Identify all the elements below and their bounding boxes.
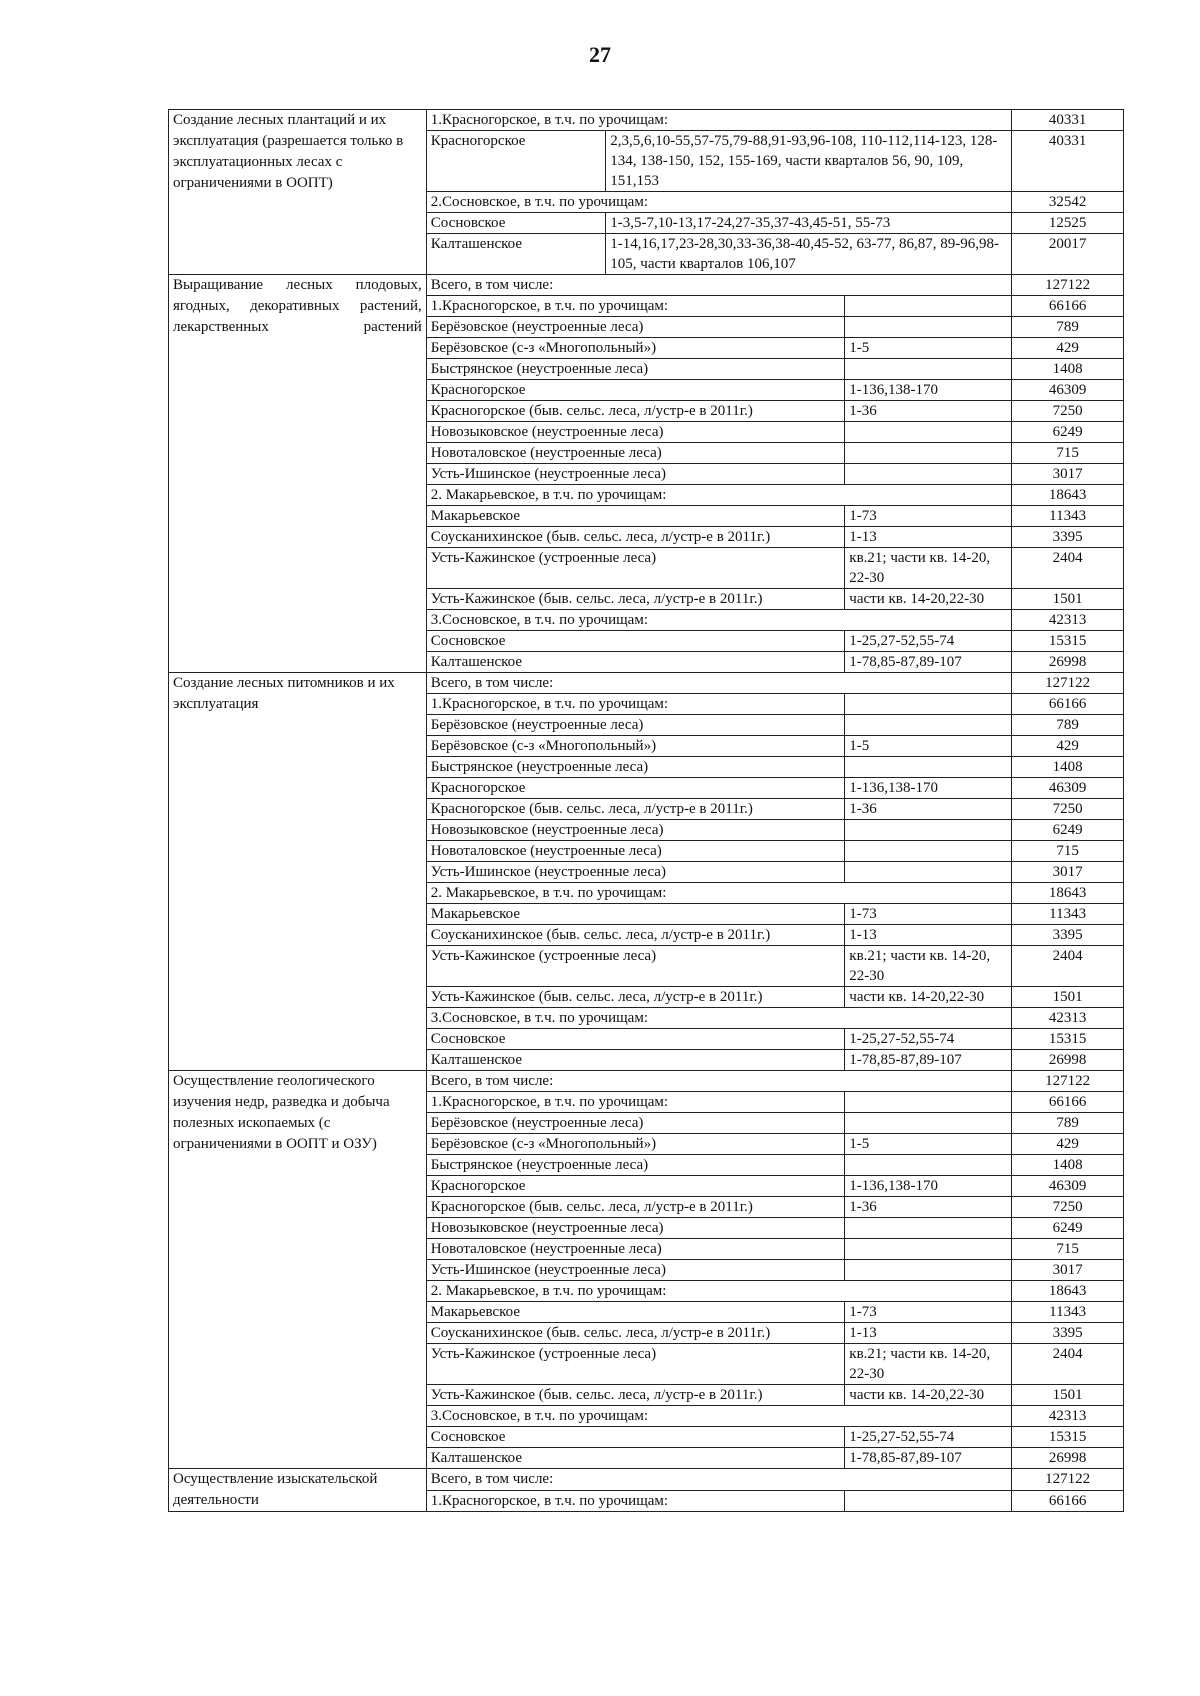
area-value-cell: 11343 bbox=[1012, 1302, 1124, 1323]
tract-name-cell: Красногорское bbox=[426, 131, 606, 192]
tract-name-cell: Макарьевское bbox=[426, 1302, 845, 1323]
tract-name-cell: Быстрянское (неустроенные леса) bbox=[426, 1155, 845, 1176]
area-value-cell: 46309 bbox=[1012, 778, 1124, 799]
quarters-cell: 1-13 bbox=[845, 527, 1012, 548]
forestry-subtotal-cell: 2. Макарьевское, в т.ч. по урочищам: bbox=[426, 883, 1012, 904]
tract-name-cell: Усть-Кажинское (быв. сельс. леса, л/устр-е в 2011г.) bbox=[426, 589, 845, 610]
area-value-cell: 15315 bbox=[1012, 1427, 1124, 1448]
area-value-cell: 66166 bbox=[1012, 296, 1124, 317]
quarters-cell: 1-78,85-87,89-107 bbox=[845, 652, 1012, 673]
forestry-subtotal-cell: 1.Красногорское, в т.ч. по урочищам: bbox=[426, 110, 1012, 131]
quarters-cell: 1-14,16,17,23-28,30,33-36,38-40,45-52, 63-77, 86,87, 89-96,98-105, части кварталов 106,107 bbox=[606, 234, 1012, 275]
tract-name-cell: Новоталовское (неустроенные леса) bbox=[426, 1239, 845, 1260]
area-value-cell: 7250 bbox=[1012, 401, 1124, 422]
quarters-cell bbox=[845, 296, 1012, 317]
tract-name-cell: Красногорское (быв. сельс. леса, л/устр-е в 2011г.) bbox=[426, 1197, 845, 1218]
forest-use-table bbox=[168, 109, 1124, 1512]
tract-name-cell: Усть-Кажинское (быв. сельс. леса, л/устр-е в 2011г.) bbox=[426, 987, 845, 1008]
area-value-cell: 42313 bbox=[1012, 1406, 1124, 1427]
area-value-cell: 66166 bbox=[1012, 1490, 1124, 1512]
area-value-cell: 66166 bbox=[1012, 694, 1124, 715]
area-value-cell: 789 bbox=[1012, 1113, 1124, 1134]
forestry-subtotal-cell: Всего, в том числе: bbox=[426, 1469, 1012, 1491]
quarters-cell: части кв. 14-20,22-30 bbox=[845, 1385, 1012, 1406]
quarters-cell: 1-78,85-87,89-107 bbox=[845, 1448, 1012, 1469]
area-value-cell: 3395 bbox=[1012, 1323, 1124, 1344]
forestry-subtotal-cell: Всего, в том числе: bbox=[426, 275, 1012, 296]
quarters-cell bbox=[845, 841, 1012, 862]
area-value-cell: 26998 bbox=[1012, 1448, 1124, 1469]
quarters-cell bbox=[845, 359, 1012, 380]
tract-name-cell: Калташенское bbox=[426, 652, 845, 673]
area-value-cell: 42313 bbox=[1012, 610, 1124, 631]
table-row bbox=[169, 275, 1124, 296]
quarters-cell: 1-13 bbox=[845, 925, 1012, 946]
tract-name-cell: Новоталовское (неустроенные леса) bbox=[426, 443, 845, 464]
tract-name-cell: Берёзовское (с-з «Многопольный») bbox=[426, 1134, 845, 1155]
area-value-cell: 15315 bbox=[1012, 631, 1124, 652]
area-value-cell: 1408 bbox=[1012, 757, 1124, 778]
tract-name-cell: Красногорское (быв. сельс. леса, л/устр-е в 2011г.) bbox=[426, 401, 845, 422]
area-value-cell: 42313 bbox=[1012, 1008, 1124, 1029]
area-value-cell: 18643 bbox=[1012, 1281, 1124, 1302]
area-value-cell: 715 bbox=[1012, 841, 1124, 862]
category-cell: Создание лесных питомников и их эксплуатация bbox=[169, 673, 427, 1071]
quarters-cell: кв.21; части кв. 14-20, 22-30 bbox=[845, 1344, 1012, 1385]
quarters-cell: 1-5 bbox=[845, 736, 1012, 757]
area-value-cell: 2404 bbox=[1012, 1344, 1124, 1385]
forestry-subtotal-cell: Всего, в том числе: bbox=[426, 673, 1012, 694]
quarters-cell bbox=[845, 464, 1012, 485]
area-value-cell: 1408 bbox=[1012, 1155, 1124, 1176]
quarters-cell: части кв. 14-20,22-30 bbox=[845, 589, 1012, 610]
quarters-cell: 1-78,85-87,89-107 bbox=[845, 1050, 1012, 1071]
area-value-cell: 12525 bbox=[1012, 213, 1124, 234]
area-value-cell: 715 bbox=[1012, 443, 1124, 464]
quarters-cell: 1-25,27-52,55-74 bbox=[845, 1427, 1012, 1448]
area-value-cell: 127122 bbox=[1012, 1469, 1124, 1491]
area-value-cell: 6249 bbox=[1012, 422, 1124, 443]
tract-name-cell: Сосновское bbox=[426, 1029, 845, 1050]
tract-name-cell: Новозыковское (неустроенные леса) bbox=[426, 422, 845, 443]
category-cell: Осуществление геологического изучения недр, разведка и добыча полезных ископаемых (с ограничениями в ООПТ и ОЗУ) bbox=[169, 1071, 427, 1469]
table-row bbox=[169, 673, 1124, 694]
area-value-cell: 3017 bbox=[1012, 1260, 1124, 1281]
tract-name-cell: Берёзовское (неустроенные леса) bbox=[426, 1113, 845, 1134]
quarters-cell: 2,3,5,6,10-55,57-75,79-88,91-93,96-108, 110-112,114-123, 128-134, 138-150, 152, 155-169, части кварталов 56, 90, 109, 151,153 bbox=[606, 131, 1012, 192]
quarters-cell: 1-36 bbox=[845, 1197, 1012, 1218]
tract-name-cell: Берёзовское (неустроенные леса) bbox=[426, 715, 845, 736]
area-value-cell: 3017 bbox=[1012, 862, 1124, 883]
area-value-cell: 127122 bbox=[1012, 673, 1124, 694]
area-value-cell: 429 bbox=[1012, 736, 1124, 757]
tract-name-cell: Усть-Ишинское (неустроенные леса) bbox=[426, 1260, 845, 1281]
tract-name-cell: Усть-Кажинское (устроенные леса) bbox=[426, 548, 845, 589]
area-value-cell: 429 bbox=[1012, 1134, 1124, 1155]
tract-name-cell: Сосновское bbox=[426, 1427, 845, 1448]
quarters-cell: 1-73 bbox=[845, 1302, 1012, 1323]
area-value-cell: 2404 bbox=[1012, 946, 1124, 987]
area-value-cell: 15315 bbox=[1012, 1029, 1124, 1050]
quarters-cell: кв.21; части кв. 14-20, 22-30 bbox=[845, 548, 1012, 589]
forestry-subtotal-cell: 3.Сосновское, в т.ч. по урочищам: bbox=[426, 1406, 1012, 1427]
quarters-cell bbox=[845, 317, 1012, 338]
area-value-cell: 1408 bbox=[1012, 359, 1124, 380]
tract-name-cell: Новозыковское (неустроенные леса) bbox=[426, 820, 845, 841]
quarters-cell bbox=[845, 1239, 1012, 1260]
tract-name-cell: Берёзовское (неустроенные леса) bbox=[426, 317, 845, 338]
tract-name-cell: Красногорское (быв. сельс. леса, л/устр-е в 2011г.) bbox=[426, 799, 845, 820]
quarters-cell: 1-73 bbox=[845, 904, 1012, 925]
area-value-cell: 20017 bbox=[1012, 234, 1124, 275]
forestry-subtotal-cell: 2.Сосновское, в т.ч. по урочищам: bbox=[426, 192, 1012, 213]
tract-name-cell: Соусканихинское (быв. сельс. леса, л/устр-е в 2011г.) bbox=[426, 527, 845, 548]
forestry-subtotal-cell: 3.Сосновское, в т.ч. по урочищам: bbox=[426, 1008, 1012, 1029]
table-row bbox=[169, 1071, 1124, 1092]
quarters-cell: кв.21; части кв. 14-20, 22-30 bbox=[845, 946, 1012, 987]
quarters-cell bbox=[845, 715, 1012, 736]
area-value-cell: 1501 bbox=[1012, 589, 1124, 610]
tract-name-cell: Усть-Кажинское (устроенные леса) bbox=[426, 1344, 845, 1385]
quarters-cell: 1-73 bbox=[845, 506, 1012, 527]
tract-name-cell: Берёзовское (с-з «Многопольный») bbox=[426, 338, 845, 359]
quarters-cell bbox=[845, 1260, 1012, 1281]
quarters-cell bbox=[845, 422, 1012, 443]
page-number: 27 bbox=[589, 42, 611, 67]
tract-name-cell: Сосновское bbox=[426, 631, 845, 652]
area-value-cell: 40331 bbox=[1012, 110, 1124, 131]
quarters-cell bbox=[845, 820, 1012, 841]
forestry-subtotal-cell: Всего, в том числе: bbox=[426, 1071, 1012, 1092]
quarters-cell bbox=[845, 1155, 1012, 1176]
area-value-cell: 26998 bbox=[1012, 1050, 1124, 1071]
area-value-cell: 3017 bbox=[1012, 464, 1124, 485]
quarters-cell: 1-136,138-170 bbox=[845, 778, 1012, 799]
quarters-cell: 1-25,27-52,55-74 bbox=[845, 1029, 1012, 1050]
tract-name-cell: Усть-Кажинское (быв. сельс. леса, л/устр-е в 2011г.) bbox=[426, 1385, 845, 1406]
quarters-cell: 1-36 bbox=[845, 401, 1012, 422]
area-value-cell: 1501 bbox=[1012, 987, 1124, 1008]
tract-name-cell: Сосновское bbox=[426, 213, 606, 234]
area-value-cell: 46309 bbox=[1012, 380, 1124, 401]
tract-name-cell: Новозыковское (неустроенные леса) bbox=[426, 1218, 845, 1239]
forestry-subtotal-cell: 2. Макарьевское, в т.ч. по урочищам: bbox=[426, 485, 1012, 506]
quarters-cell bbox=[845, 694, 1012, 715]
area-value-cell: 18643 bbox=[1012, 485, 1124, 506]
tract-name-cell: Макарьевское bbox=[426, 904, 845, 925]
quarters-cell bbox=[845, 1092, 1012, 1113]
tract-name-cell: Красногорское bbox=[426, 778, 845, 799]
tract-name-cell: Берёзовское (с-з «Многопольный») bbox=[426, 736, 845, 757]
quarters-cell: 1-5 bbox=[845, 338, 1012, 359]
area-value-cell: 32542 bbox=[1012, 192, 1124, 213]
quarters-cell: 1-25,27-52,55-74 bbox=[845, 631, 1012, 652]
area-value-cell: 715 bbox=[1012, 1239, 1124, 1260]
tract-name-cell: 1.Красногорское, в т.ч. по урочищам: bbox=[426, 296, 845, 317]
tract-name-cell: Калташенское bbox=[426, 234, 606, 275]
quarters-cell bbox=[845, 862, 1012, 883]
area-value-cell: 3395 bbox=[1012, 527, 1124, 548]
quarters-cell: 1-136,138-170 bbox=[845, 380, 1012, 401]
area-value-cell: 429 bbox=[1012, 338, 1124, 359]
quarters-cell: части кв. 14-20,22-30 bbox=[845, 987, 1012, 1008]
area-value-cell: 127122 bbox=[1012, 1071, 1124, 1092]
area-value-cell: 11343 bbox=[1012, 904, 1124, 925]
table-row bbox=[169, 1469, 1124, 1491]
quarters-cell bbox=[845, 1113, 1012, 1134]
quarters-cell: 1-136,138-170 bbox=[845, 1176, 1012, 1197]
tract-name-cell: Усть-Кажинское (устроенные леса) bbox=[426, 946, 845, 987]
tract-name-cell: 1.Красногорское, в т.ч. по урочищам: bbox=[426, 1490, 845, 1512]
category-cell: Выращивание лесных плодовых, ягодных, декоративных растений, лекарственных растений bbox=[169, 275, 427, 673]
forestry-subtotal-cell: 3.Сосновское, в т.ч. по урочищам: bbox=[426, 610, 1012, 631]
quarters-cell: 1-5 bbox=[845, 1134, 1012, 1155]
tract-name-cell: Соусканихинское (быв. сельс. леса, л/устр-е в 2011г.) bbox=[426, 925, 845, 946]
area-value-cell: 789 bbox=[1012, 715, 1124, 736]
quarters-cell bbox=[845, 757, 1012, 778]
quarters-cell: 1-13 bbox=[845, 1323, 1012, 1344]
area-value-cell: 789 bbox=[1012, 317, 1124, 338]
area-value-cell: 7250 bbox=[1012, 1197, 1124, 1218]
tract-name-cell: Красногорское bbox=[426, 1176, 845, 1197]
tract-name-cell: Соусканихинское (быв. сельс. леса, л/устр-е в 2011г.) bbox=[426, 1323, 845, 1344]
area-value-cell: 46309 bbox=[1012, 1176, 1124, 1197]
area-value-cell: 6249 bbox=[1012, 1218, 1124, 1239]
area-value-cell: 11343 bbox=[1012, 506, 1124, 527]
area-value-cell: 1501 bbox=[1012, 1385, 1124, 1406]
area-value-cell: 127122 bbox=[1012, 275, 1124, 296]
area-value-cell: 66166 bbox=[1012, 1092, 1124, 1113]
forestry-subtotal-cell: 2. Макарьевское, в т.ч. по урочищам: bbox=[426, 1281, 1012, 1302]
area-value-cell: 3395 bbox=[1012, 925, 1124, 946]
tract-name-cell: Новоталовское (неустроенные леса) bbox=[426, 841, 845, 862]
tract-name-cell: Калташенское bbox=[426, 1448, 845, 1469]
tract-name-cell: Усть-Ишинское (неустроенные леса) bbox=[426, 862, 845, 883]
quarters-cell: 1-36 bbox=[845, 799, 1012, 820]
tract-name-cell: 1.Красногорское, в т.ч. по урочищам: bbox=[426, 1092, 845, 1113]
tract-name-cell: Быстрянское (неустроенные леса) bbox=[426, 757, 845, 778]
tract-name-cell: Усть-Ишинское (неустроенные леса) bbox=[426, 464, 845, 485]
area-value-cell: 7250 bbox=[1012, 799, 1124, 820]
area-value-cell: 6249 bbox=[1012, 820, 1124, 841]
quarters-cell: 1-3,5-7,10-13,17-24,27-35,37-43,45-51, 55-73 bbox=[606, 213, 1012, 234]
tract-name-cell: 1.Красногорское, в т.ч. по урочищам: bbox=[426, 694, 845, 715]
tract-name-cell: Калташенское bbox=[426, 1050, 845, 1071]
quarters-cell bbox=[845, 443, 1012, 464]
area-value-cell: 2404 bbox=[1012, 548, 1124, 589]
category-cell: Создание лесных плантаций и их эксплуатация (разрешается только в эксплуатационных лесах с ограничениями в ООПТ) bbox=[169, 110, 427, 275]
quarters-cell bbox=[845, 1218, 1012, 1239]
category-cell: Осуществление изыскательской деятельности bbox=[169, 1469, 427, 1512]
area-value-cell: 26998 bbox=[1012, 652, 1124, 673]
quarters-cell bbox=[845, 1490, 1012, 1512]
tract-name-cell: Быстрянское (неустроенные леса) bbox=[426, 359, 845, 380]
tract-name-cell: Макарьевское bbox=[426, 506, 845, 527]
area-value-cell: 40331 bbox=[1012, 131, 1124, 192]
area-value-cell: 18643 bbox=[1012, 883, 1124, 904]
tract-name-cell: Красногорское bbox=[426, 380, 845, 401]
table-row bbox=[169, 110, 1124, 131]
